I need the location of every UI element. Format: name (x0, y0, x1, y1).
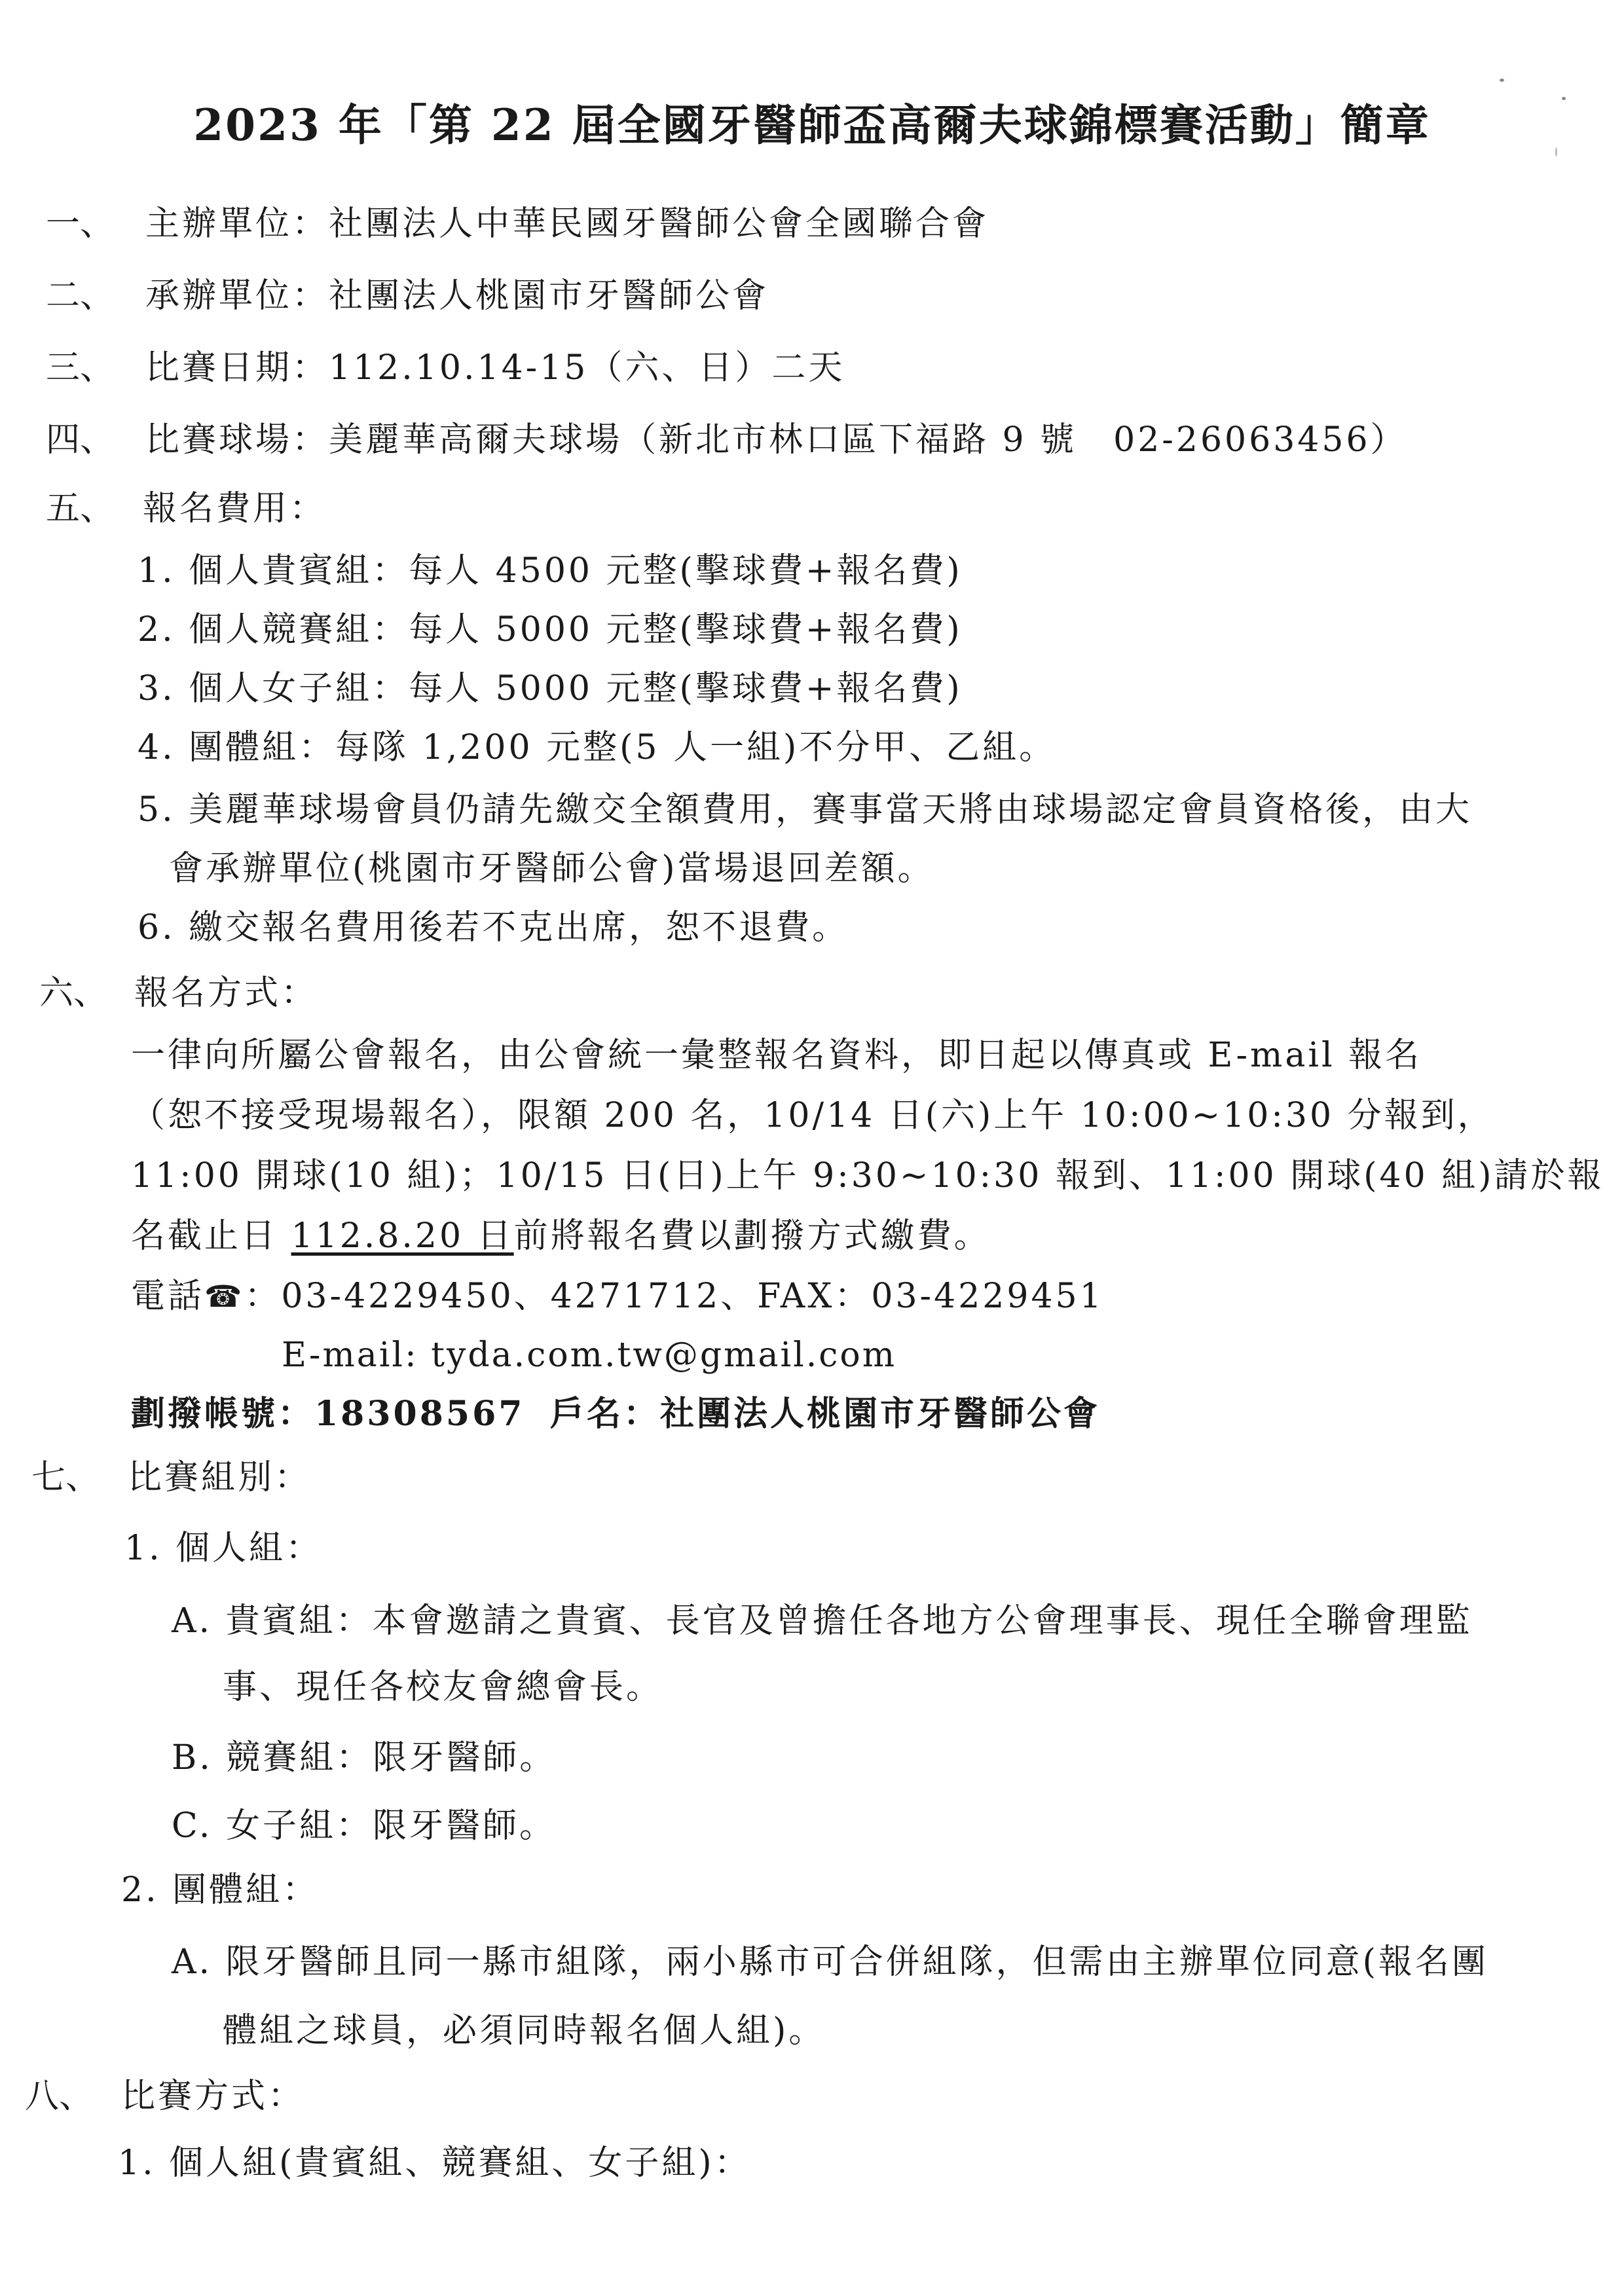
email-line: E-mail: tyda.com.tw@gmail.com (282, 1336, 897, 1375)
format-heading: 比賽方式： (121, 2077, 305, 2116)
section-number-6: 六、 (39, 974, 108, 1013)
vip-division-line: A. 貴賓組：本會邀請之貴賓、長官及曾擔任各地方公會理事長、現任全聯會理監 (172, 1601, 1473, 1641)
co-organizer-line: 承辦單位：社團法人桃園市牙醫師公會 (145, 276, 769, 316)
account-number: 劃撥帳號：18308567 (131, 1394, 525, 1434)
organizer-line: 主辦單位：社團法人中華民國牙醫師公會全國聯合會 (145, 204, 989, 244)
phone-line (131, 1275, 1104, 1317)
team-division: 2. 團體組： (121, 1870, 320, 1910)
deadline-prefix: 名截止日 (131, 1216, 291, 1256)
women-division: C. 女子組：限牙醫師。 (172, 1806, 556, 1846)
individual-division: 1. 個人組： (124, 1529, 323, 1568)
scan-speck (1500, 79, 1504, 82)
team-rule-continued: 體組之球員，必須同時報名個人組)。 (223, 2011, 826, 2050)
vip-division-continued: 事、現任各校友會總會長。 (223, 1667, 663, 1707)
section-number-5: 五、 (46, 489, 115, 528)
registration-text-line: 11:00 開球(10 組)；10/15 日(日)上午 9:30~10:30 報到、11:00 開球(40 組)請於報 (131, 1156, 1604, 1195)
registration-heading: 報名方式： (134, 974, 318, 1013)
venue-line: 比賽球場：美麗華高爾夫球場（新北市林口區下福路 9 號 02-26063456） (145, 420, 1407, 460)
section-number-4: 四、 (46, 420, 115, 460)
page-title: 2023 年「第 22 屆全國牙醫師盃高爾夫球錦標賽活動」簡章 (193, 100, 1431, 151)
format-item: 1. 個人組(貴賓組、競賽組、女子組)： (118, 2143, 751, 2183)
fee-item: 1. 個人貴賓組：每人 4500 元整(擊球費+報名費) (138, 551, 963, 591)
phone-label: 電話 (131, 1277, 205, 1316)
fee-item: 4. 團體組：每隊 1,200 元整(5 人一組)不分甲、乙組。 (138, 728, 1056, 767)
fee-item: 6. 繳交報名費用後若不克出席，恕不退費。 (138, 908, 849, 947)
registration-text-line: 一律向所屬公會報名，由公會統一彙整報名資料，即日起以傳真或 E-mail 報名 (131, 1036, 1422, 1075)
account-holder: 戶名：社團法人桃園市牙醫師公會 (550, 1394, 1101, 1434)
deadline-date: 112.8.20 日 (291, 1216, 514, 1256)
fee-item: 2. 個人競賽組：每人 5000 元整(擊球費+報名費) (138, 610, 963, 649)
divisions-heading: 比賽組別： (128, 1458, 312, 1497)
deadline-suffix: 前將報名費以劃撥方式繳費。 (513, 1216, 991, 1256)
section-number-1: 一、 (46, 204, 115, 244)
scan-speck (1562, 97, 1566, 100)
section-number-3: 三、 (46, 348, 115, 388)
fees-heading: 報名費用： (143, 489, 327, 528)
phone-numbers: ：03-4229450、4271712、FAX：03-4229451 (244, 1277, 1104, 1316)
telephone-icon: ☎ (204, 1279, 245, 1314)
date-line: 比賽日期：112.10.14-15（六、日）二天 (145, 348, 845, 388)
section-number-8: 八、 (25, 2077, 94, 2116)
section-number-2: 二、 (46, 276, 115, 316)
section-number-7: 七、 (31, 1458, 100, 1497)
registration-text-line: （恕不接受現場報名），限額 200 名，10/14 日(六)上午 10:00~10:30 分報到， (131, 1096, 1494, 1135)
fee-item: 5. 美麗華球場會員仍請先繳交全額費用，賽事當天將由球場認定會員資格後，由大 (138, 790, 1473, 829)
competition-division: B. 競賽組：限牙醫師。 (172, 1738, 557, 1777)
fee-item: 3. 個人女子組：每人 5000 元整(擊球費+報名費) (138, 669, 963, 708)
fee-item-continued: 會承辦單位(桃園市牙醫師公會)當場退回差額。 (169, 849, 934, 888)
registration-deadline-line (131, 1215, 991, 1257)
scan-speck (1555, 147, 1557, 156)
team-rule-line: A. 限牙醫師且同一縣市組隊，兩小縣市可合併組隊，但需由主辦單位同意(報名團 (172, 1942, 1488, 1982)
